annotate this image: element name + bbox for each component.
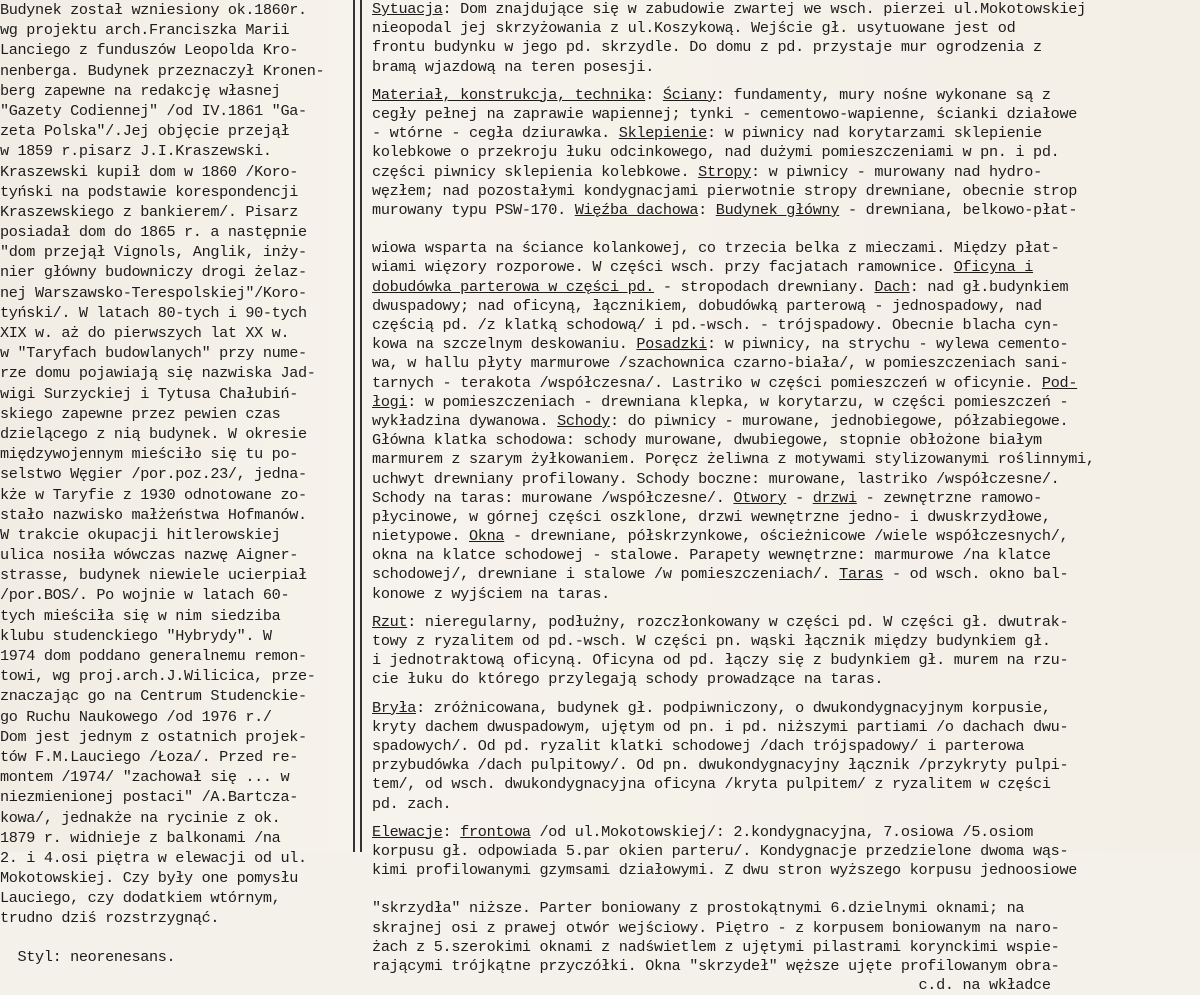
paragraph-bryla [372,699,1198,814]
history-line: tych mieściła się w nim siedziba [0,606,281,625]
text-segment: : do piwnicy - murowane, jednobiegowe, półzabiegowe. [610,411,1069,430]
history-line: Kraszewski kupił dom w 1860 /Koro- [0,162,298,181]
section-heading: Elewacje [372,822,443,841]
section-heading: drzwi [812,488,857,507]
history-line: wg projektu arch.Franciszka Marii [0,21,290,40]
text-segment: przybudówka /dach pulpitowy/. Od pn. dwukondygnacyjny łącznik /przykryty pulpi- [372,756,1069,775]
section-heading: Oficyna i [953,258,1034,277]
text-segment: nieopodal jej skrzyżowania z ul.Koszykową. Wejście gł. usytuowane jest od [372,19,1016,38]
text-segment: okna na klatce schodowej - stalowe. Parapety wewnętrzne: marmurowe /na klatce [372,546,1051,565]
history-line: nenberga. Budynek przeznaczył Kronen- [0,61,325,80]
history-line: Lauciego, czy dodatkiem wtórnym, [0,889,281,908]
history-line: trudno dziś rozstrzygnąć. [0,909,220,928]
text-line [372,938,1198,957]
text-segment: - [786,488,813,507]
text-line [372,124,1198,143]
text-segment: - od wsch. okno bal- [883,565,1069,584]
history-line: berg zapewne na redakcję własnej [0,81,281,100]
history-line: stało nazwisko małżeństwa Hofmanów. [0,505,307,524]
text-line [372,182,1198,201]
text-line [372,795,1198,814]
text-line [372,58,1198,77]
text-line [372,278,1198,297]
text-segment: : Dom znajdujące się w zabudowie zwartej we wsch. pierzei ul.Mokotowskiej [442,0,1086,18]
text-line [372,718,1198,737]
text-line [372,470,1198,489]
text-segment: cegły pełnej na zaprawie wapiennej; tynki - cementowo-wapienne, ścianki działowe [372,104,1078,123]
text-line [372,957,1198,976]
text-segment: korpusu gł. odpowiada 5.par okien parteru/. Kondygnacje przedzielone dwoma wąs- [372,841,1069,860]
history-line: klubu studenckiego "Hybrydy". W [0,626,272,645]
text-segment: - zewnętrzne ramowo- [856,488,1042,507]
history-line: Dom jest jednym z ostatnich projek- [0,727,307,746]
history-line: niezmienionej postaci" /A.Bartcza- [0,788,298,807]
column-divider-line [353,0,355,852]
text-line [372,775,1198,794]
history-line: kowa/, jednakże na rycinie z ok. [0,808,281,827]
history-line: tyński na podstawie korespondencji [0,182,298,201]
text-line [372,699,1198,718]
text-line [372,105,1198,124]
text-line [372,670,1198,689]
text-segment: schodowej/, drewniane i stalowe /w pomieszczeniach/. [372,565,840,584]
history-line: ulica nosiła wówczas nazwę Aigner- [0,546,298,565]
paragraph-sytuacja [372,0,1198,77]
text-segment: - wtórne - cegła dziurawka. [372,124,619,143]
text-line [372,412,1198,431]
text-segment: towy z ryzalitem od pd.-wsch. W części pn. wąski łącznik między budynkiem gł. [372,632,1051,650]
text-segment: : [698,200,716,219]
text-line [372,0,1198,19]
text-segment: częścią pd. /z klatką schodową/ i pd.-wsch. - trójspadowy. Obecnie blacha cyn- [372,316,1060,334]
text-line [372,976,1198,995]
description-column [372,0,1198,995]
history-line: nier główny budowniczy drogi żelaz- [0,263,307,282]
text-segment: : w pomieszczeniach - drewniana klepka, w korytarzu, w części pomieszczeń - [407,392,1069,411]
section-heading: Okna [468,527,505,546]
section-heading: Więźba dachowa [574,200,699,219]
history-line: rze domu pojawiają się nazwiska Jad- [0,364,316,383]
text-segment: frontu budynku w jego pd. skrzydle. Do domu z pd. przystaje mur ogrodzenia z [372,38,1042,57]
paragraph-material [372,86,1198,604]
history-line: 2. i 4.osi piętra w elewacji od ul. [0,848,307,867]
history-line: Budynek został wzniesiony ok.1860r. [0,1,307,19]
text-line [372,880,1198,899]
text-segment: uchwyt drewniany profilowany. Schody boczne: murowane, lastriko /współczesne/. [372,469,1060,488]
text-line [372,316,1198,335]
history-line: go Ruchu Naukowego /od 1976 r./ [0,707,272,726]
column-divider-line-2 [360,0,362,852]
history-line: kże w Taryfie z 1930 odnotowane zo- [0,485,307,504]
text-segment: murowany typu PSW-170. [372,200,575,219]
text-line [372,613,1198,632]
text-segment: wa, w hallu płyty marmurowe /szachownica czarno-biała/, w pomieszczeniach sani- [372,354,1069,373]
style-line: Styl: neorenesans. [0,947,176,966]
text-line [372,651,1198,670]
text-segment: - stropodach drewniany. [654,277,875,296]
text-line [372,143,1198,162]
text-line [372,38,1198,57]
history-line: w 1859 r.pisarz J.I.Kraszewski. [0,142,272,161]
text-segment: : [645,85,663,104]
section-heading: Budynek główny [715,200,840,219]
text-line [372,823,1198,842]
text-segment: tarnych - terakota /współczesna/. Lastriko w części pomieszczeń w oficynie. [372,373,1042,392]
text-segment: konowe z wyjściem na taras. [372,584,610,603]
text-segment: Główna klatka schodowa: schody murowane, dwubiegowe, stopnie obłożone białym [372,431,1042,450]
section-heading: frontowa [460,822,531,841]
text-line [372,756,1198,775]
history-line: międzywojennym mieściło się tu po- [0,445,298,464]
text-line [372,508,1198,527]
text-segment: kolebkowe o przekroju łuku odcinkowego, nad dużymi pomieszczeniami w pn. i pd. [372,143,1060,162]
section-heading: Ściany [662,85,716,104]
text-line [372,220,1198,239]
text-line [372,861,1198,880]
section-heading: Materiał, konstrukcja, technika [372,85,646,104]
history-line: W trakcie okupacji hitlerowskiej [0,525,281,544]
text-segment: /od ul.Mokotowskiej/: 2.kondygnacyjna, 7.osiowa /5.osiom [530,822,1034,841]
text-line [372,297,1198,316]
text-segment: marmurem z szarym żyłkowaniem. Poręcz żeliwna z motywami stylizowanymi roślinnymi, [372,450,1095,469]
text-segment: : nieregularny, podłużny, rozczłonkowany w części pd. W części gł. dwutrak- [407,612,1069,631]
text-segment: : w piwnicy, na strychu - wylewa cemento- [706,335,1069,354]
history-line: tyński/. W latach 80-tych i 90-tych [0,303,307,322]
text-segment: dwuspadowy; nad oficyną, łącznikiem, dobudówką parterową - jednospadowy, nad [372,296,1042,315]
history-line: Kraszewskiego z bankierem/. Pisarz [0,202,298,221]
text-segment: wykładzina dywanowa. [372,411,558,430]
section-heading: dobudówka parterowa w części pd. [372,277,655,296]
section-heading: Sklepienie [618,124,707,143]
text-line [372,546,1198,565]
text-line [372,19,1198,38]
section-heading: Sytuacja [372,0,443,18]
text-segment: pd. zach. [372,794,452,813]
text-line [372,489,1198,508]
text-segment: i jednotraktową oficyną. Oficyna od pd. łączy się z budynkiem gł. murem na rzu- [372,651,1069,670]
history-line: w "Taryfach budowlanych" przy nume- [0,344,307,363]
text-line [372,585,1198,604]
text-line [372,258,1198,277]
history-line: nej Warszawsko-Terespolskiej"/Koro- [0,283,307,302]
text-line [372,201,1198,220]
text-line [372,899,1198,918]
history-line: 1974 dom poddano generalnemu remon- [0,647,307,665]
text-segment: płycinowe, w górnej części oszklone, drzwi wewnętrzne jedno- i dwuskrzydłowe, [372,507,1051,526]
paragraph-rzut [372,613,1198,690]
section-heading: Pod- [1041,373,1078,392]
history-line: tów F.M.Lauciego /Łoza/. Przed re- [0,747,298,766]
text-segment: - drewniana, belkowo-płat- [839,200,1078,219]
history-line: montem /1974/ "zachował się ... w [0,768,290,787]
text-line [372,431,1198,450]
text-line [372,737,1198,756]
text-segment: kowa na szczelnym deskowaniu. [372,335,637,354]
text-segment: - drewniane, półskrzynkowe, ościeżnicowe /wiele współczesnych/, [504,527,1069,546]
history-line: XIX w. aż do pierwszych lat XX w. [0,324,290,342]
text-line [372,527,1198,546]
section-heading: Stropy [698,162,752,181]
text-segment: skrajnej osi z prawej otwór wejściowy. Piętro - z korpusem boniowanym na naro- [372,918,1060,937]
text-segment: wiowa wsparta na ściance kolankowej, co trzecia belka z mieczami. Między płat- [372,239,1060,258]
text-line [372,239,1198,258]
history-line: strasse, budynek niewiele ucierpiał [0,566,307,585]
history-line: skiego zapewne przez pewien czas [0,404,281,423]
text-segment: : w piwnicy - murowany nad hydro- [751,162,1042,181]
history-line: "dom przejął Vignols, Anglik, inży- [0,243,307,262]
text-segment: żach z 5.szerokimi oknami z nadświetlem z ujętymi pilastrami korynckimi wspie- [372,937,1060,956]
history-line: towi, wg proj.arch.J.Wilicica, prze- [0,667,316,686]
history-line: zeta Polska"/.Jej objęcie przejął [0,122,290,141]
section-heading: Bryła [372,698,417,717]
text-segment: : nad gł.budynkiem [909,277,1069,296]
text-segment: kryty dachem dwuspadowym, ujętym od pn. i pd. niższymi partiami /o dachach dwu- [372,717,1069,736]
section-heading: Schody [557,411,610,430]
section-heading: łogi [372,392,408,411]
text-segment: węzłem; nad pozostałymi kondygnacjami pierwotnie stropy drewniane, obecnie strop [372,181,1078,200]
text-segment: : zróżnicowana, budynek gł. podpiwniczony, o dwukondygnacyjnym korpusie, [416,698,1051,717]
history-line: selstwo Węgier /por.poz.23/, jedna- [0,465,307,484]
section-heading: Rzut [372,612,408,631]
text-segment: Schody na taras: murowane /współczesne/. [372,488,734,507]
text-segment: bramą wjazdową na teren posesji. [372,57,655,76]
history-line: posiadał dom do 1865 r. a następnie [0,223,307,242]
text-segment: : fundamenty, mury nośne wykonane są z [715,85,1051,104]
paragraph-elewacje [372,823,1198,995]
history-line: Lanciego z funduszów Leopolda Kro- [0,41,298,60]
text-segment: "skrzydła" niższe. Parter boniowany z prostokątnymi 6.dzielnymi oknami; na [372,899,1025,918]
history-line: "Gazety Codiennej" /od IV.1861 "Ga- [0,101,307,120]
text-segment: spadowych/. Od pd. ryzalit klatki schodowej /dach trójspadowy/ i parterowa [372,736,1025,755]
text-line [372,86,1198,105]
text-segment: : w piwnicy nad korytarzami sklepienie [706,124,1042,143]
text-segment: nietypowe. [372,527,469,546]
text-line [372,163,1198,182]
history-line: /por.BOS/. Po wojnie w latach 60- [0,586,290,605]
text-line [372,393,1198,412]
text-segment: rającymi trójkątne przyczółki. Okna "skrzydeł" węższe ujęte profilowanym obra- [372,957,1060,975]
text-line [372,374,1198,393]
text-segment: części piwnicy sklepienia kolebkowe. [372,162,699,181]
spacer [0,929,352,947]
text-segment: tem/, od wsch. dwukondygnacyjna oficyna /kryta pulpitem/ z ryzalitem w części [372,775,1051,794]
text-segment: c.d. na wkładce [372,976,1051,995]
section-heading: Taras [839,565,884,584]
history-line: dzielącego z nią budynek. W okresie [0,424,307,443]
text-line [372,335,1198,354]
text-line [372,450,1198,469]
text-segment: kimi profilowanymi gzymsami działowymi. Z dwu stron wyższego korpusu jednoosiowe [372,861,1078,880]
history-line: Mokotowskiej. Czy były one pomysłu [0,869,298,888]
history-line: 1879 r. widnieje z balkonami /na [0,828,281,847]
text-segment: cie łuku do którego przylegają schody prowadzące na taras. [372,670,884,689]
text-line [372,632,1198,651]
section-heading: Dach [874,277,910,296]
history-line: wigi Surzyckiej i Tytusa Chałubiń- [0,384,298,403]
text-line [372,354,1198,373]
text-line [372,565,1198,584]
history-line: znaczając go na Centrum Studenckie- [0,687,307,706]
text-line [372,842,1198,861]
section-heading: Otwory [733,488,787,507]
section-heading: Posadzki [636,335,707,354]
text-line [372,919,1198,938]
text-segment: : [442,822,461,841]
text-segment: wiami więzory rozporowe. W części wsch. przy facjatach ramownice. [372,258,954,277]
history-column [0,0,352,966]
